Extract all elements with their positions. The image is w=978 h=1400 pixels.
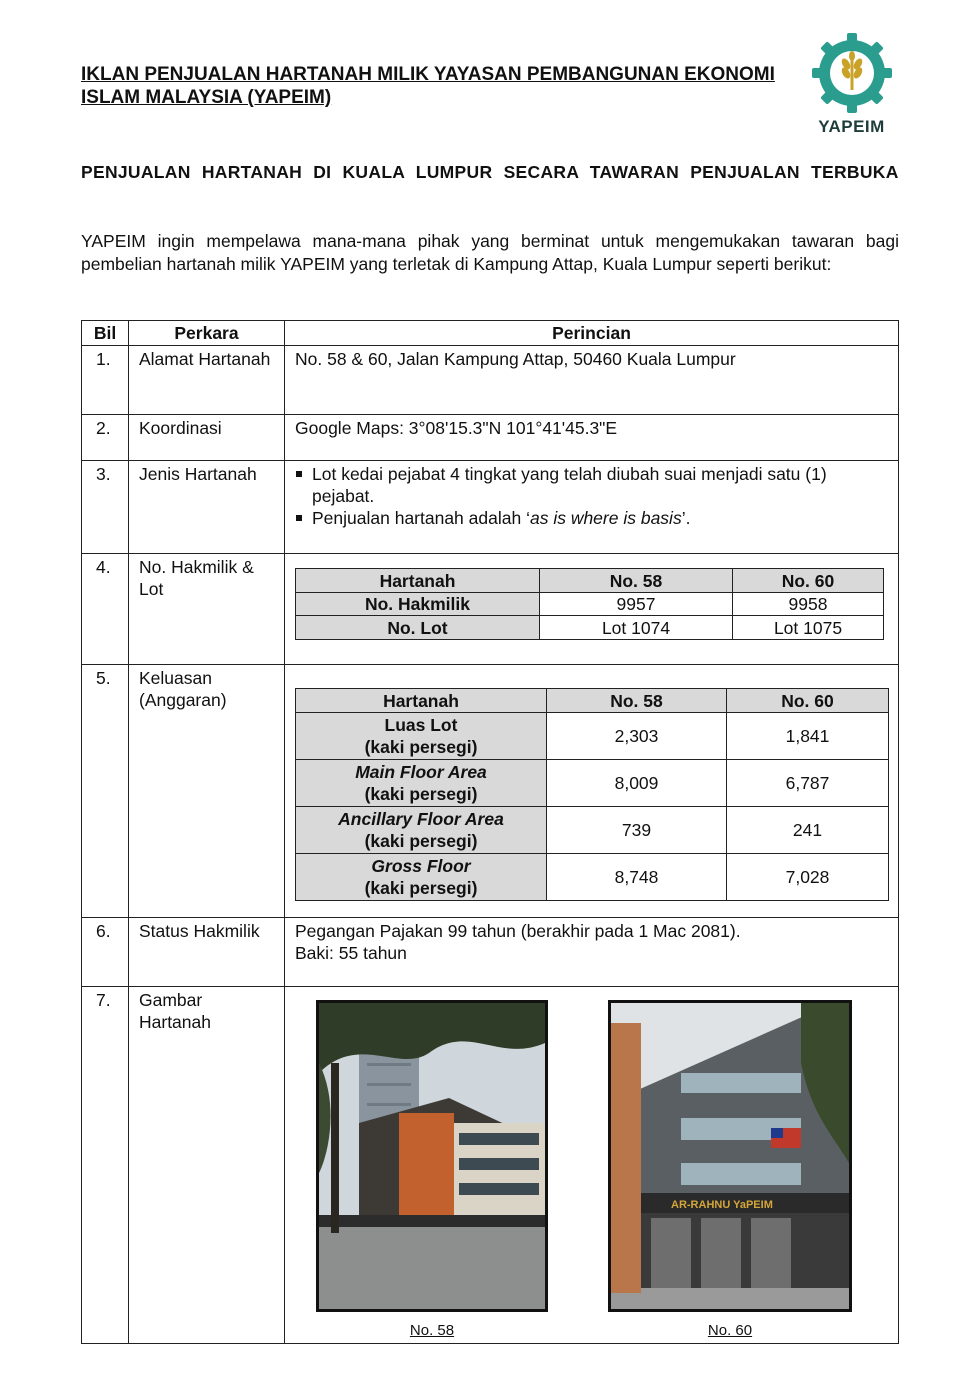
sub-header: Hartanah xyxy=(296,689,547,713)
area-unit: (kaki persegi) xyxy=(364,831,478,851)
row-label: No. Lot xyxy=(296,616,540,640)
cell-value: 9957 xyxy=(540,593,733,616)
sub-header: No. 58 xyxy=(547,689,727,713)
row-label xyxy=(296,807,547,854)
cell-value: 241 xyxy=(727,807,889,854)
cell-value: 6,787 xyxy=(727,760,889,807)
table-header-row xyxy=(82,321,899,346)
area-unit: (kaki persegi) xyxy=(364,737,478,757)
bullet-text: ’. xyxy=(681,508,691,528)
property-type xyxy=(285,461,899,554)
row-item: No. Hakmilik & Lot xyxy=(129,554,285,665)
building-photo-icon xyxy=(611,1003,849,1309)
yapeim-logo-icon xyxy=(809,30,895,116)
yapeim-logo xyxy=(804,30,899,140)
area-cell xyxy=(285,665,899,918)
sub-header: Hartanah xyxy=(296,569,540,593)
row-item: Koordinasi xyxy=(129,415,285,461)
building-photo-icon xyxy=(319,1003,545,1309)
row-number: 7. xyxy=(82,987,129,1344)
lease-info: Pegangan Pajakan 99 tahun (berakhir pada 1 Mac 2081). xyxy=(295,921,741,941)
document-subtitle: PENJUALAN HARTANAH DI KUALA LUMPUR SECARA TAWARAN PENJUALAN TERBUKA xyxy=(81,162,899,182)
document-title: IKLAN PENJUALAN HARTANAH MILIK YAYASAN PEMBANGUNAN EKONOMI ISLAM MALAYSIA (YAPEIM) xyxy=(81,64,775,108)
sub-header: No. 58 xyxy=(540,569,733,593)
photo-caption-no60: No. 60 xyxy=(707,1322,753,1339)
title-status xyxy=(285,918,899,987)
table-row xyxy=(296,807,889,854)
row-number: 2. xyxy=(82,415,129,461)
table-row xyxy=(296,854,889,901)
photo-no60 xyxy=(608,1000,852,1312)
title-lot-table xyxy=(295,568,884,640)
row-item: Alamat Hartanah xyxy=(129,346,285,415)
area-label: Gross Floor xyxy=(371,856,471,876)
row-item: Gambar Hartanah xyxy=(129,987,285,1344)
table-row xyxy=(82,346,899,415)
property-coordinates: Google Maps: 3°08'15.3"N 101°41'45.3"E xyxy=(285,415,899,461)
title-lot-cell xyxy=(285,554,899,665)
cell-value: 2,303 xyxy=(547,713,727,760)
row-label: No. Hakmilik xyxy=(296,593,540,616)
area-label: Main Floor Area xyxy=(355,762,487,782)
photo-caption-no58: No. 58 xyxy=(409,1322,455,1339)
row-item: Jenis Hartanah xyxy=(129,461,285,554)
property-photos xyxy=(285,987,898,1339)
row-item: Status Hakmilik xyxy=(129,918,285,987)
lease-balance: Baki: 55 tahun xyxy=(295,943,407,963)
table-row xyxy=(82,461,899,554)
header-bil: Bil xyxy=(82,321,129,346)
cell-value: 7,028 xyxy=(727,854,889,901)
table-row xyxy=(296,713,889,760)
row-label xyxy=(296,760,547,807)
row-number: 5. xyxy=(82,665,129,918)
row-number: 4. xyxy=(82,554,129,665)
header-perincian: Perincian xyxy=(285,321,899,346)
row-item: Keluasan (Anggaran) xyxy=(129,665,285,918)
area-table xyxy=(295,688,889,901)
area-unit: (kaki persegi) xyxy=(364,878,478,898)
cell-value: 8,748 xyxy=(547,854,727,901)
table-row xyxy=(296,593,884,616)
area-label: Luas Lot xyxy=(384,715,458,735)
header-perkara: Perkara xyxy=(129,321,285,346)
row-number: 6. xyxy=(82,918,129,987)
list-item: Lot kedai pejabat 4 tingkat yang telah diubah suai menjadi satu (1) pejabat. xyxy=(293,463,890,507)
cell-value: 9958 xyxy=(733,593,884,616)
row-label xyxy=(296,713,547,760)
area-label: Ancillary Floor Area xyxy=(338,809,504,829)
bullet-emphasis: as is where is basis xyxy=(529,508,682,528)
shop-sign: AR-RAHNU YaPEIM xyxy=(671,1199,773,1211)
sub-header: No. 60 xyxy=(733,569,884,593)
table-row xyxy=(82,918,899,987)
cell-value: Lot 1074 xyxy=(540,616,733,640)
row-label xyxy=(296,854,547,901)
table-row xyxy=(82,415,899,461)
sub-header: No. 60 xyxy=(727,689,889,713)
list-item xyxy=(293,507,890,529)
cell-value: 8,009 xyxy=(547,760,727,807)
table-row xyxy=(296,760,889,807)
photo-no58 xyxy=(316,1000,548,1312)
property-details-table xyxy=(81,320,899,1344)
property-type-list xyxy=(293,463,890,529)
table-row xyxy=(296,569,884,593)
intro-paragraph: YAPEIM ingin mempelawa mana-mana pihak yang berminat untuk mengemukakan tawaran bagi pembelian hartanah milik YAPEIM yang terletak di Kampung Attap, Kuala Lumpur seperti berikut: xyxy=(81,231,899,274)
table-row xyxy=(82,554,899,665)
row-number: 3. xyxy=(82,461,129,554)
table-row xyxy=(82,987,899,1344)
table-row xyxy=(296,689,889,713)
row-number: 1. xyxy=(82,346,129,415)
property-photos-cell xyxy=(285,987,899,1344)
property-address: No. 58 & 60, Jalan Kampung Attap, 50460 Kuala Lumpur xyxy=(285,346,899,415)
cell-value: 739 xyxy=(547,807,727,854)
table-row xyxy=(296,616,884,640)
area-unit: (kaki persegi) xyxy=(364,784,478,804)
table-row xyxy=(82,665,899,918)
logo-text: YAPEIM xyxy=(818,117,885,136)
cell-value: 1,841 xyxy=(727,713,889,760)
cell-value: Lot 1075 xyxy=(733,616,884,640)
bullet-text: Penjualan hartanah adalah ‘ xyxy=(312,508,530,528)
